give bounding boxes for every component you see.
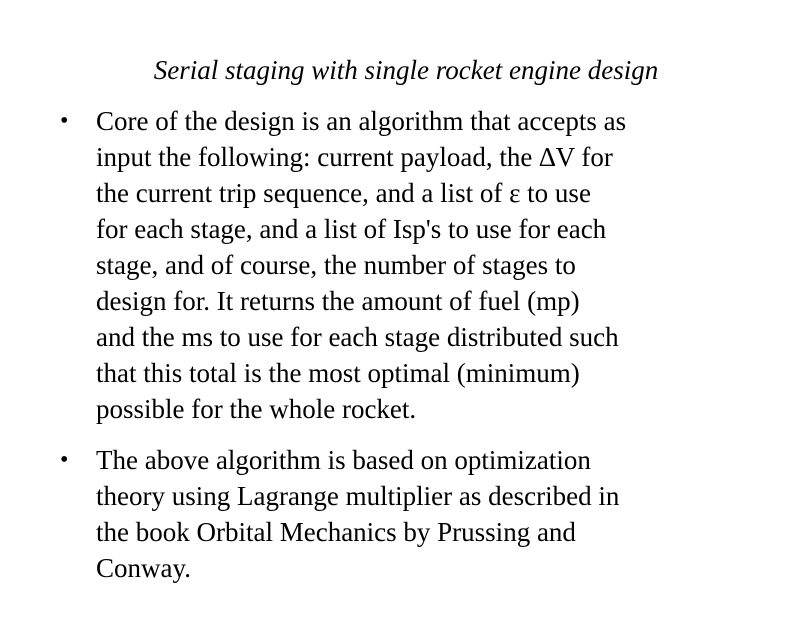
bullet-line: theory using Lagrange multiplier as described in (96, 481, 620, 511)
bullet-line: Core of the design is an algorithm that accepts as (96, 106, 627, 136)
bullet-line: The above algorithm is based on optimization (96, 445, 591, 475)
bullet-line: input the following: current payload, the ∆V for (96, 142, 613, 172)
bullet-line: that this total is the most optimal (minimum) (96, 358, 580, 388)
bullet-line: the current trip sequence, and a list of ε to use (96, 178, 591, 208)
bullet-line: stage, and of course, the number of stages to (96, 250, 576, 280)
slide-title: Serial staging with single rocket engine design (153, 55, 659, 85)
bullet-icon (60, 103, 84, 139)
bullet-icon (60, 442, 84, 478)
bullet-item-optimization-theory (60, 442, 750, 586)
bullet-line: design for. It returns the amount of fuel (mp) (96, 286, 580, 316)
bullet-list (60, 103, 750, 586)
bullet-line: the book Orbital Mechanics by Prussing and (96, 517, 576, 547)
bullet-line: for each stage, and a list of Isp's to use for each (96, 214, 607, 244)
bullet-line: possible for the whole rocket. (96, 394, 417, 424)
bullet-item-design-algorithm (60, 103, 750, 427)
bullet-line: and the ms to use for each stage distributed such (96, 322, 619, 352)
bullet-line: Conway. (96, 553, 191, 583)
